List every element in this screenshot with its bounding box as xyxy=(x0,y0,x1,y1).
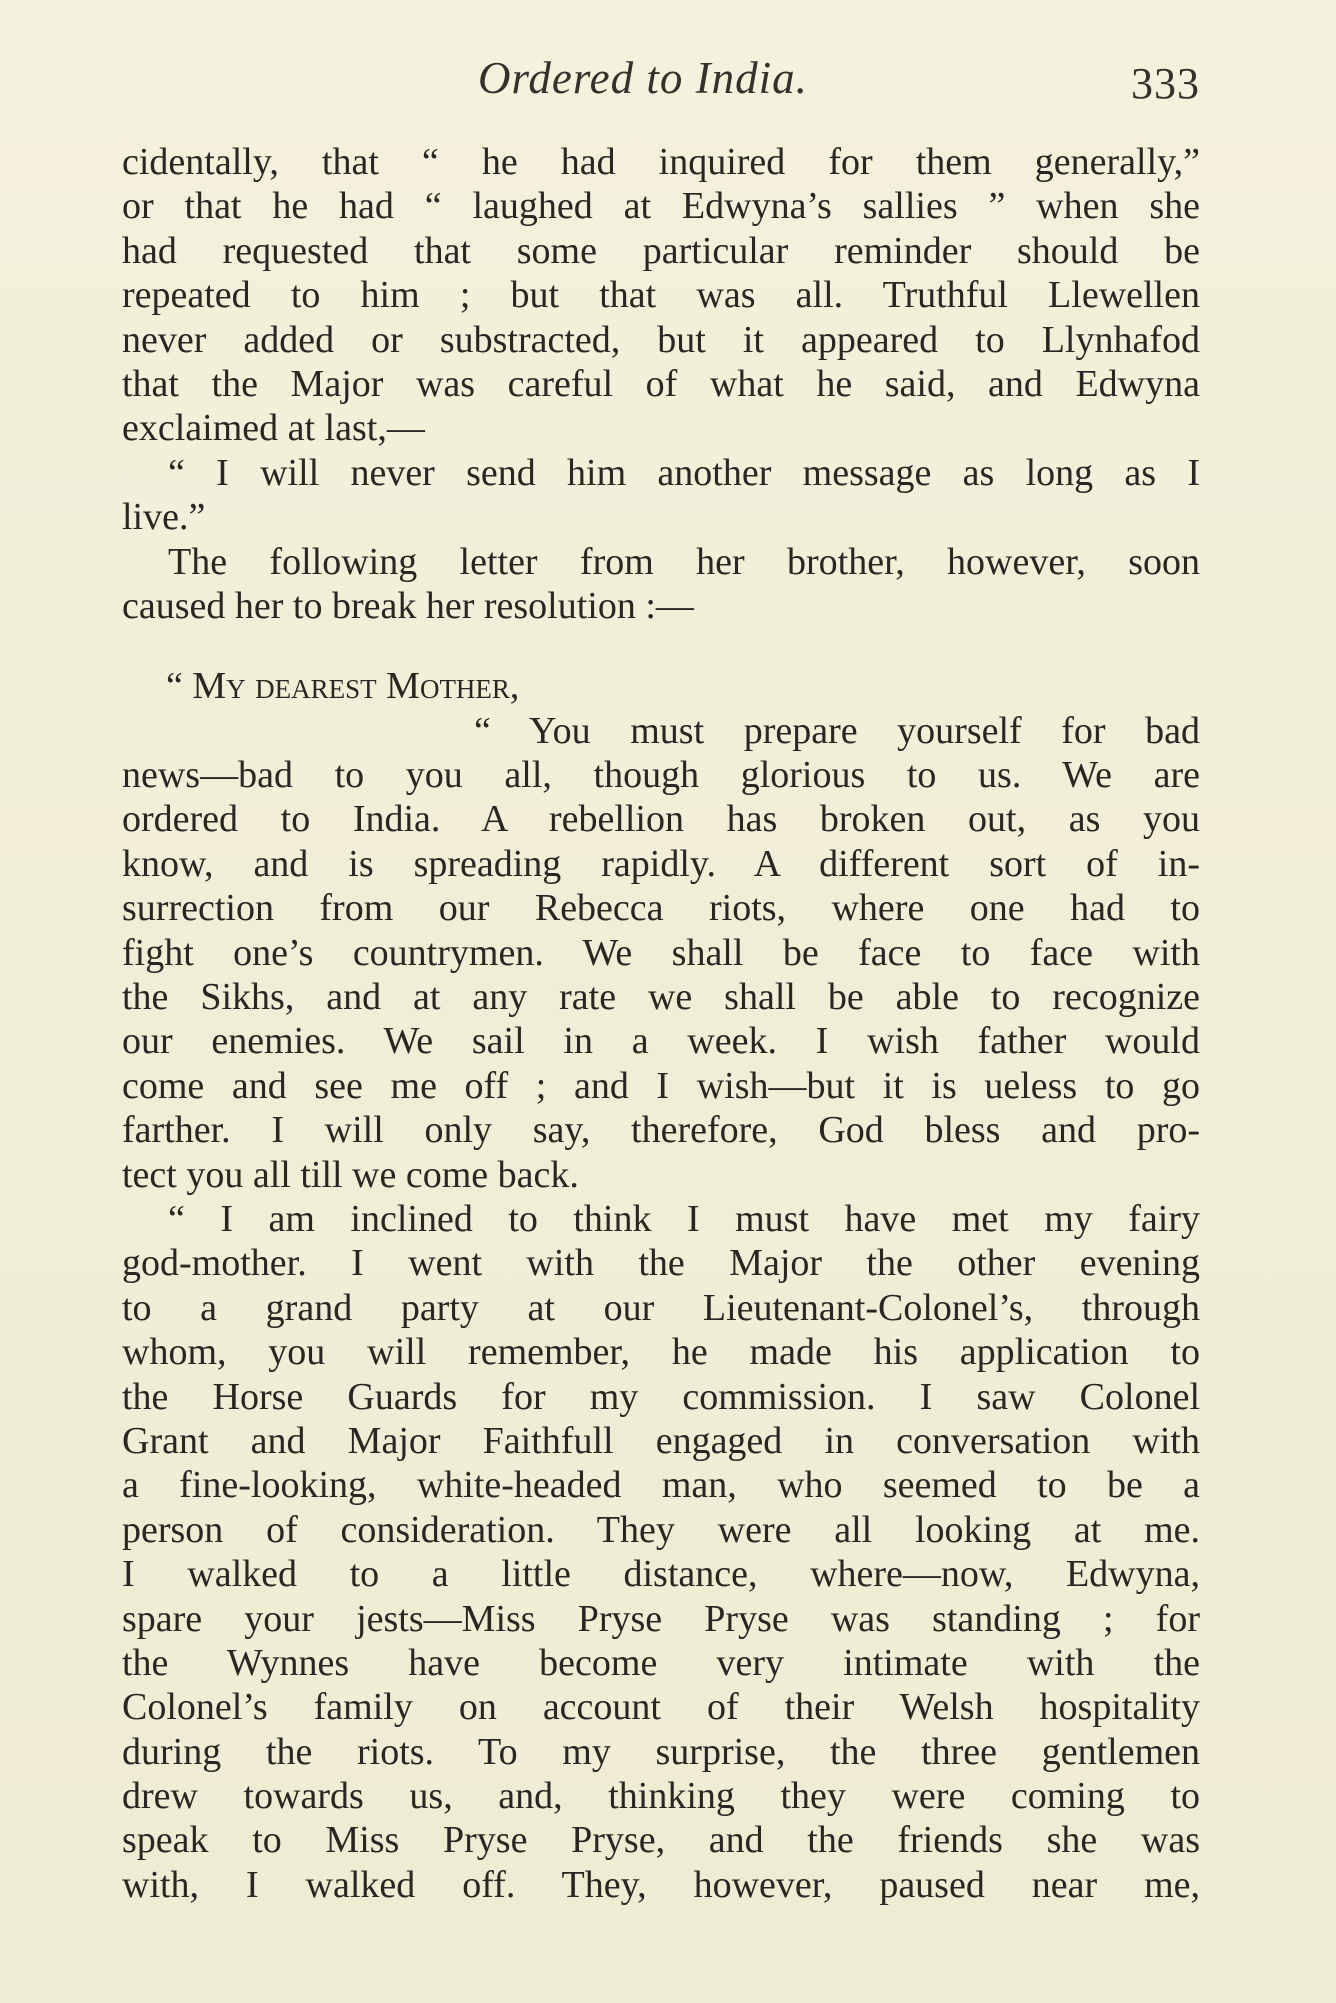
text-line: to a grand party at our Lieutenant-Colonel’s, through xyxy=(122,1286,1200,1329)
text-line: or that he had “ laughed at Edwyna’s sallies ” when she xyxy=(122,185,1200,228)
text-line: that the Major was careful of what he said, and Edwyna xyxy=(122,362,1200,405)
text-line: ordered to India. A rebellion has broken out, as you xyxy=(122,798,1200,841)
text-line: during the riots. To my surprise, the three gentlemen xyxy=(122,1730,1200,1773)
running-head xyxy=(0,52,1336,112)
text-line: come and see me off ; and I wish—but it is ueless to go xyxy=(122,1064,1200,1107)
letter-salutation xyxy=(122,664,1200,708)
text-line: god-mother. I went with the Major the other evening xyxy=(122,1242,1200,1285)
text-line: live.” xyxy=(122,496,206,539)
text-line: surrection from our Rebecca riots, where one had to xyxy=(122,887,1200,930)
text-line: know, and is spreading rapidly. A different sort of in- xyxy=(122,842,1200,885)
text-line: speak to Miss Pryse Pryse, and the friends she was xyxy=(122,1819,1200,1862)
text-line: tect you all till we come back. xyxy=(122,1153,579,1196)
paragraph-1 xyxy=(122,140,1200,451)
paragraph-5 xyxy=(122,1197,1200,1907)
text-line: drew towards us, and, thinking they were coming to xyxy=(122,1775,1200,1818)
text-line: exclaimed at last,— xyxy=(122,407,425,450)
text-line: “ I am inclined to think I must have met my fairy xyxy=(168,1197,1200,1240)
text-line: whom, you will remember, he made his application to xyxy=(122,1331,1200,1374)
text-line: farther. I will only say, therefore, God bless and pro- xyxy=(122,1109,1200,1152)
text-line: person of consideration. They were all looking at me. xyxy=(122,1508,1200,1551)
running-title: Ordered to India. xyxy=(478,53,808,103)
text-line: Colonel’s family on account of their Welsh hospitality xyxy=(122,1686,1200,1729)
text-line: I walked to a little distance, where—now, Edwyna, xyxy=(122,1553,1200,1596)
salutation-line: “ My dearest Mother, xyxy=(166,665,520,708)
text-line: spare your jests—Miss Pryse Pryse was standing ; for xyxy=(122,1597,1200,1640)
text-line: The following letter from her brother, however, soon xyxy=(168,540,1200,583)
paragraph-4 xyxy=(122,709,1200,1197)
text-line: caused her to break her resolution :— xyxy=(122,584,694,627)
text-line: “ You must prepare yourself for bad xyxy=(474,709,1200,752)
body-text xyxy=(122,140,1200,1907)
paragraph-2 xyxy=(122,451,1200,540)
text-line: fight one’s countrymen. We shall be face to face with xyxy=(122,931,1200,974)
text-line: never added or substracted, but it appeared to Llynhafod xyxy=(122,318,1200,361)
text-line: the Horse Guards for my commission. I saw Colonel xyxy=(122,1375,1200,1418)
text-line: news—bad to you all, though glorious to us. We are xyxy=(122,754,1200,797)
paragraph-3 xyxy=(122,540,1200,629)
text-line: our enemies. We sail in a week. I wish father would xyxy=(122,1020,1200,1063)
page-number: 333 xyxy=(1131,59,1200,108)
text-line: “ I will never send him another message as long as I xyxy=(168,451,1200,494)
text-line: the Sikhs, and at any rate we shall be able to recognize xyxy=(122,976,1200,1019)
text-line: Grant and Major Faithfull engaged in conversation with xyxy=(122,1419,1200,1462)
text-line: a fine-looking, white-headed man, who seemed to be a xyxy=(122,1464,1200,1507)
spacer xyxy=(122,628,1200,664)
text-line: the Wynnes have become very intimate with the xyxy=(122,1641,1200,1684)
text-line: cidentally, that “ he had inquired for them generally,” xyxy=(122,141,1200,183)
text-line: had requested that some particular reminder should be xyxy=(122,229,1200,272)
text-line: repeated to him ; but that was all. Truthful Llewellen xyxy=(122,274,1200,317)
text-line: with, I walked off. They, however, paused near me, xyxy=(122,1863,1200,1906)
